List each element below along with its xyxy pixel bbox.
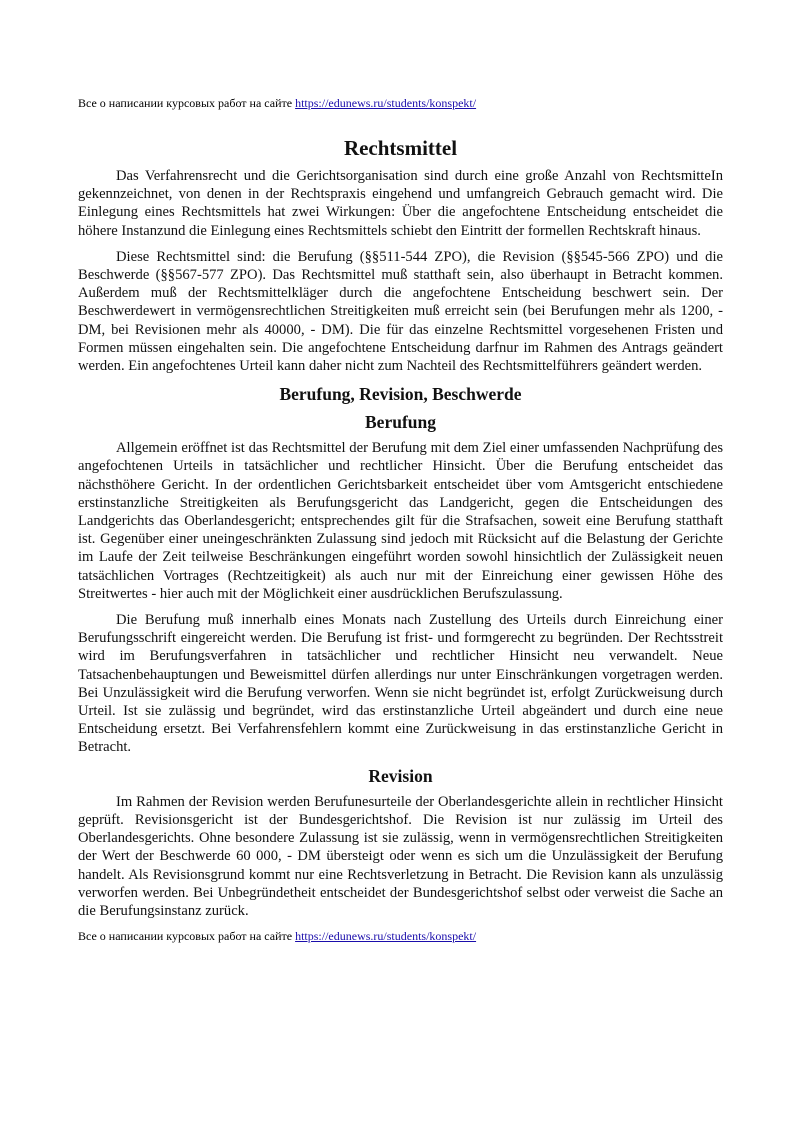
document-title: Rechtsmittel — [343, 136, 458, 160]
section-heading: Berufung, Revision, Beschwerde — [279, 384, 522, 405]
footer-text: Все о написании курсовых работ на сайте — [78, 929, 296, 944]
footer-link[interactable]: https://edunews.ru/students/konspekt/ — [295, 929, 477, 944]
berufung-paragraph-1: Allgemein eröffnet ist das Rechtsmittel der Berufung mit dem Ziel einer umfassenden Nachprüfung des angefochtenen Urteils in tatsächlicher und rechtlicher Hinsicht. Über die Berufung entscheidet das nächsthöhere Gericht. In der ordentlichen Gerichtsbarkeit entscheidet über vom Amtsgericht entschiedene erstinstanzliche Streitigkeiten als Berufungsgericht das Landgericht, gegen die Entscheidungen des Landgerichts das Oberlandesgericht; entsprechendes gilt für die Strafsachen, soweit eine Berufung statthaft ist. Gegenüber einer uneingeschränkten Zulassung sind jedoch mit Rücksicht auf die Belastung der Gerichte im Laufe der Zeit teilweise Beschränkungen eingeführt worden sowohl hinsichtlich der Zulässigkeit neuen tatsächlichen Vortrages (Rechtzeitigkeit) als auch nur mit der Einreichung einer gewissen Höhe des Streitwertes - hier auch mit der Möglichkeit einer ausdrücklichen Berufszulassung. — [78, 440, 723, 602]
footer-note — [78, 928, 723, 944]
intro-paragraph-2: Diese Rechtsmittel sind: die Berufung (§§511-544 ZPO), die Revision (§§545-566 ZPO) und die Beschwerde (§§567-577 ZPO). Das Rechtsmittel muß statthaft sein, also überhaupt in Betracht kommen. Außerdem muß der Rechtsmittelkläger durch die angefochtene Entscheidung beschwert sein. Der Beschwerdewert in vermögensrechtlichen Streitigkeiten muß erreicht sein (bei Berufungen mehr als 1200, - DM, bei Revisionen mehr als 40000, - DM). Die für das einzelne Rechtsmittel vorgesehenen Fristen und Formen müssen eingehalten sein. Die angefochtene Entscheidung darfnur im Rahmen des Antrags geändert werden. Ein angefochtenes Urteil kann daher nicht zum Nachteil des Rechtsmittelführers geändert werden. — [78, 248, 723, 375]
header-note — [78, 95, 723, 111]
header-link[interactable]: https://edunews.ru/students/konspekt/ — [295, 96, 477, 110]
intro-paragraph-1: Das Verfahrensrecht und die Gerichtsorganisation sind durch eine große Anzahl von RechtsmitteIn gekennzeichnet, von denen in der Rechtspraxis eingehend und umfangreich Gebrauch gemacht wird. Die Einlegung eines Rechtsmittels hat zwei Wirkungen: Über die angefochtene Entscheidung entscheidet die höhere Instanzund die Einlegung eines Rechtsmittels schiebt den Eintritt der formellen Rechtskraft hinaus. — [78, 168, 723, 239]
revision-paragraph-1: Im Rahmen der Revision werden Berufunesurteile der Oberlandesgerichte allein in rechtlicher Hinsicht geprüft. Revisionsgericht ist der Bundesgerichtshof. Die Revision ist nur zulässig im Urteil des Oberlandesgerichts. Ohne besondere Zulassung ist sie zulässig, wenn in vermögensrechtlichen Streitigkeiten der Wert der Beschwerde 60 000, - DM übersteigt oder wenn es sich um die Unzulässigkeit der Berufung handelt. Als Revisionsgrund kommt nur eine Rechtsverletzung in Betracht. Die Revision kann als unzulässig verworfen werden. Bei Unbegründetheit entscheidet der Bundesgerichtshof selbst oder verweist die Sache an die Berufungsinstanz zurück. — [78, 793, 723, 919]
revision-heading: Revision — [368, 765, 433, 786]
header-text: Все о написании курсовых работ на сайте — [78, 96, 296, 110]
berufung-paragraph-2: Die Berufung muß innerhalb eines Monats nach Zustellung des Urteils durch Einreichung einer Berufungsschrift eingereicht werden. Die Berufung ist frist- und formgerecht zu begründen. Der Rechtsstreit wird im Berufungsverfahren in tatsächlicher und rechtlicher Hinsicht neu verwandelt. Neue Tatsachenbehauptungen und Beweismittel dürfen allerdings nur unter Einschränkungen vorgetragen werden. Bei Unzulässigkeit wird die Berufung verworfen. Wenn sie nicht begründet ist, erfolgt Zurückweisung durch Urteil. Ist sie zulässig und begründet, wird das erstinstanzliche Urteil abgeändert und durch eine neue Entscheidung ersetzt. Bei Verfahrensfehlern kommt eine Zurückweisung in das erstinstanzliche Gericht in Betracht. — [78, 612, 723, 756]
document-page — [78, 95, 723, 944]
berufung-heading: Berufung — [365, 412, 436, 433]
